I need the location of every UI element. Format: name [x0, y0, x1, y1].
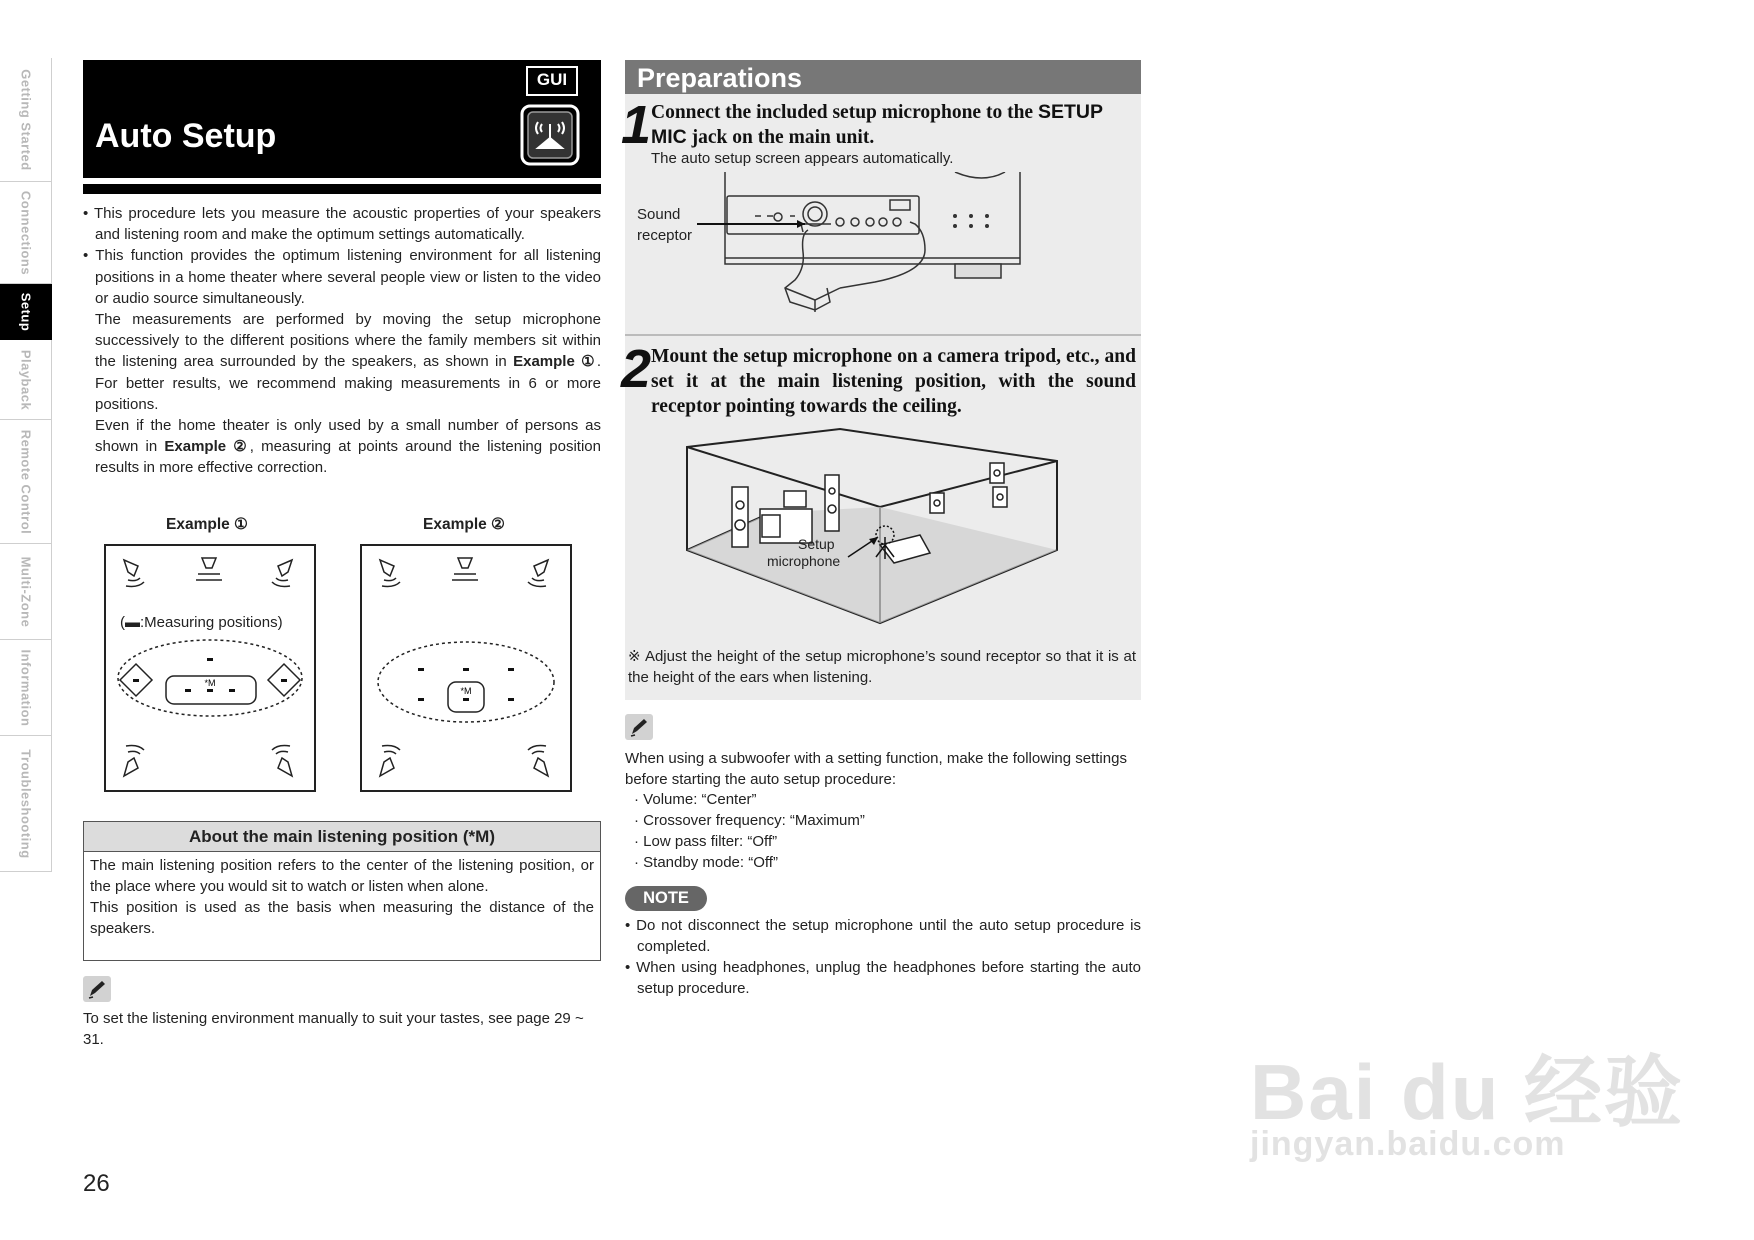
- note-item-2: • When using headphones, unplug the headphones before starting the auto setup procedure.: [625, 959, 1141, 997]
- step-1-text: Connect the included setup microphone to the SETUP MIC jack on the main unit.: [651, 101, 1103, 148]
- step-1-number: 1: [621, 95, 652, 155]
- tab-multi-zone[interactable]: [0, 544, 52, 640]
- step-1-subtext: The auto setup screen appears automatically.: [651, 150, 954, 167]
- tab-label: Setup: [18, 292, 33, 331]
- tab-remote-control[interactable]: [0, 420, 52, 544]
- about-paragraph-1: The main listening position refers to the center of the listening position, or the place where you would sit to watch or listen when alone.: [90, 857, 594, 895]
- tab-setup[interactable]: [0, 284, 52, 340]
- example-2-label: Example ②: [423, 516, 505, 533]
- auto-setup-icon: [520, 104, 580, 166]
- note-badge: NOTE: [625, 886, 707, 911]
- receiver-connection-diagram: [625, 172, 1141, 332]
- tab-connections[interactable]: [0, 182, 52, 284]
- note-item-1: • Do not disconnect the setup microphone until the auto setup procedure is completed.: [625, 917, 1141, 955]
- preparations-heading: Preparations: [625, 60, 1141, 94]
- about-paragraph-2: This position is used as the basis when measuring the distance of the speakers.: [90, 899, 594, 937]
- tab-troubleshooting[interactable]: [0, 736, 52, 872]
- about-main-listening-box: [83, 821, 601, 961]
- subwoofer-settings-list: [634, 789, 865, 873]
- tab-getting-started[interactable]: [0, 58, 52, 182]
- list-item: · Low pass filter: “Off”: [634, 831, 865, 852]
- intro-bullet-2: • This function provides the optimum listening environment for all listening positions in a home theater where several people view or listen to the video or audio source simultaneously.: [83, 247, 601, 307]
- page-number: 26: [83, 1170, 110, 1197]
- intro-text: [83, 203, 601, 479]
- pencil-note-icon: [625, 714, 653, 740]
- tab-label: Getting Started: [18, 68, 33, 171]
- mic-height-note: ※ Adjust the height of the setup microphone’s sound receptor so that it is at the height of the ears when listening.: [628, 648, 1136, 686]
- pencil-note-icon: [83, 976, 111, 1002]
- example-1-label: Example ①: [166, 516, 248, 533]
- intro-bullet-1: • This procedure lets you measure the acoustic properties of your speakers and listening room and make the optimum settings automatically.: [83, 205, 601, 244]
- intro-paragraph-1: The measurements are performed by moving the setup microphone successively to the different positions where the family members sit within the listening area surrounded by the speakers, as shown in Example ①. For better results, we recommend making measurements in 6 or more positions.: [95, 311, 601, 413]
- tab-label: Troubleshooting: [18, 748, 33, 859]
- about-box-title: About the main listening position (*M): [84, 822, 600, 852]
- example-2-diagram: [360, 544, 572, 792]
- tab-label: Playback: [18, 349, 33, 410]
- setup-mic-label-line2: microphone: [767, 553, 841, 569]
- step-2-number: 2: [621, 339, 652, 399]
- sound-receptor-label-line2: receptor: [637, 227, 693, 244]
- manual-setup-note: To set the listening environment manually to suit your tastes, see page 29 ~ 31.: [83, 1010, 584, 1048]
- sound-receptor-label-line1: Sound: [637, 206, 681, 223]
- header-underline: [83, 184, 601, 194]
- subwoofer-note: When using a subwoofer with a setting function, make the following settings before starting the auto setup procedure:: [625, 750, 1127, 788]
- tab-label: Multi-Zone: [18, 556, 33, 627]
- side-tab-bar: [0, 58, 52, 872]
- tab-label: Information: [18, 649, 33, 726]
- tab-information[interactable]: [0, 640, 52, 736]
- intro-paragraph-2: Even if the home theater is only used by a small number of persons as shown in Example ②, measuring at points around the listening position results in more effective correction.: [95, 417, 601, 477]
- main-position-marker: *M: [204, 678, 216, 688]
- watermark-logo: Bai du 经验: [1250, 1048, 1685, 1136]
- room-setup-diagram: [680, 425, 1080, 631]
- step-divider: [625, 334, 1141, 336]
- tab-label: Connections: [18, 190, 33, 275]
- gui-badge: GUI: [526, 66, 578, 96]
- setup-mic-label-line1: Setup: [798, 536, 835, 552]
- watermark-url: jingyan.baidu.com: [1250, 1125, 1566, 1163]
- list-item: · Standby mode: “Off”: [634, 852, 865, 873]
- measuring-legend: (▬:Measuring positions): [120, 614, 283, 631]
- list-item: · Crossover frequency: “Maximum”: [634, 810, 865, 831]
- note-list: [625, 915, 1141, 999]
- about-box-body: [84, 852, 600, 942]
- page-title: Auto Setup: [95, 117, 277, 155]
- main-position-marker: *M: [460, 686, 472, 696]
- list-item: · Volume: “Center”: [634, 789, 865, 810]
- tab-playback[interactable]: [0, 340, 52, 420]
- tab-label: Remote Control: [18, 429, 33, 534]
- step-2-text: Mount the setup microphone on a camera tripod, etc., and set it at the main listening position, with the sound receptor pointing towards the ceiling.: [651, 346, 1136, 417]
- example-1-diagram: [104, 544, 316, 792]
